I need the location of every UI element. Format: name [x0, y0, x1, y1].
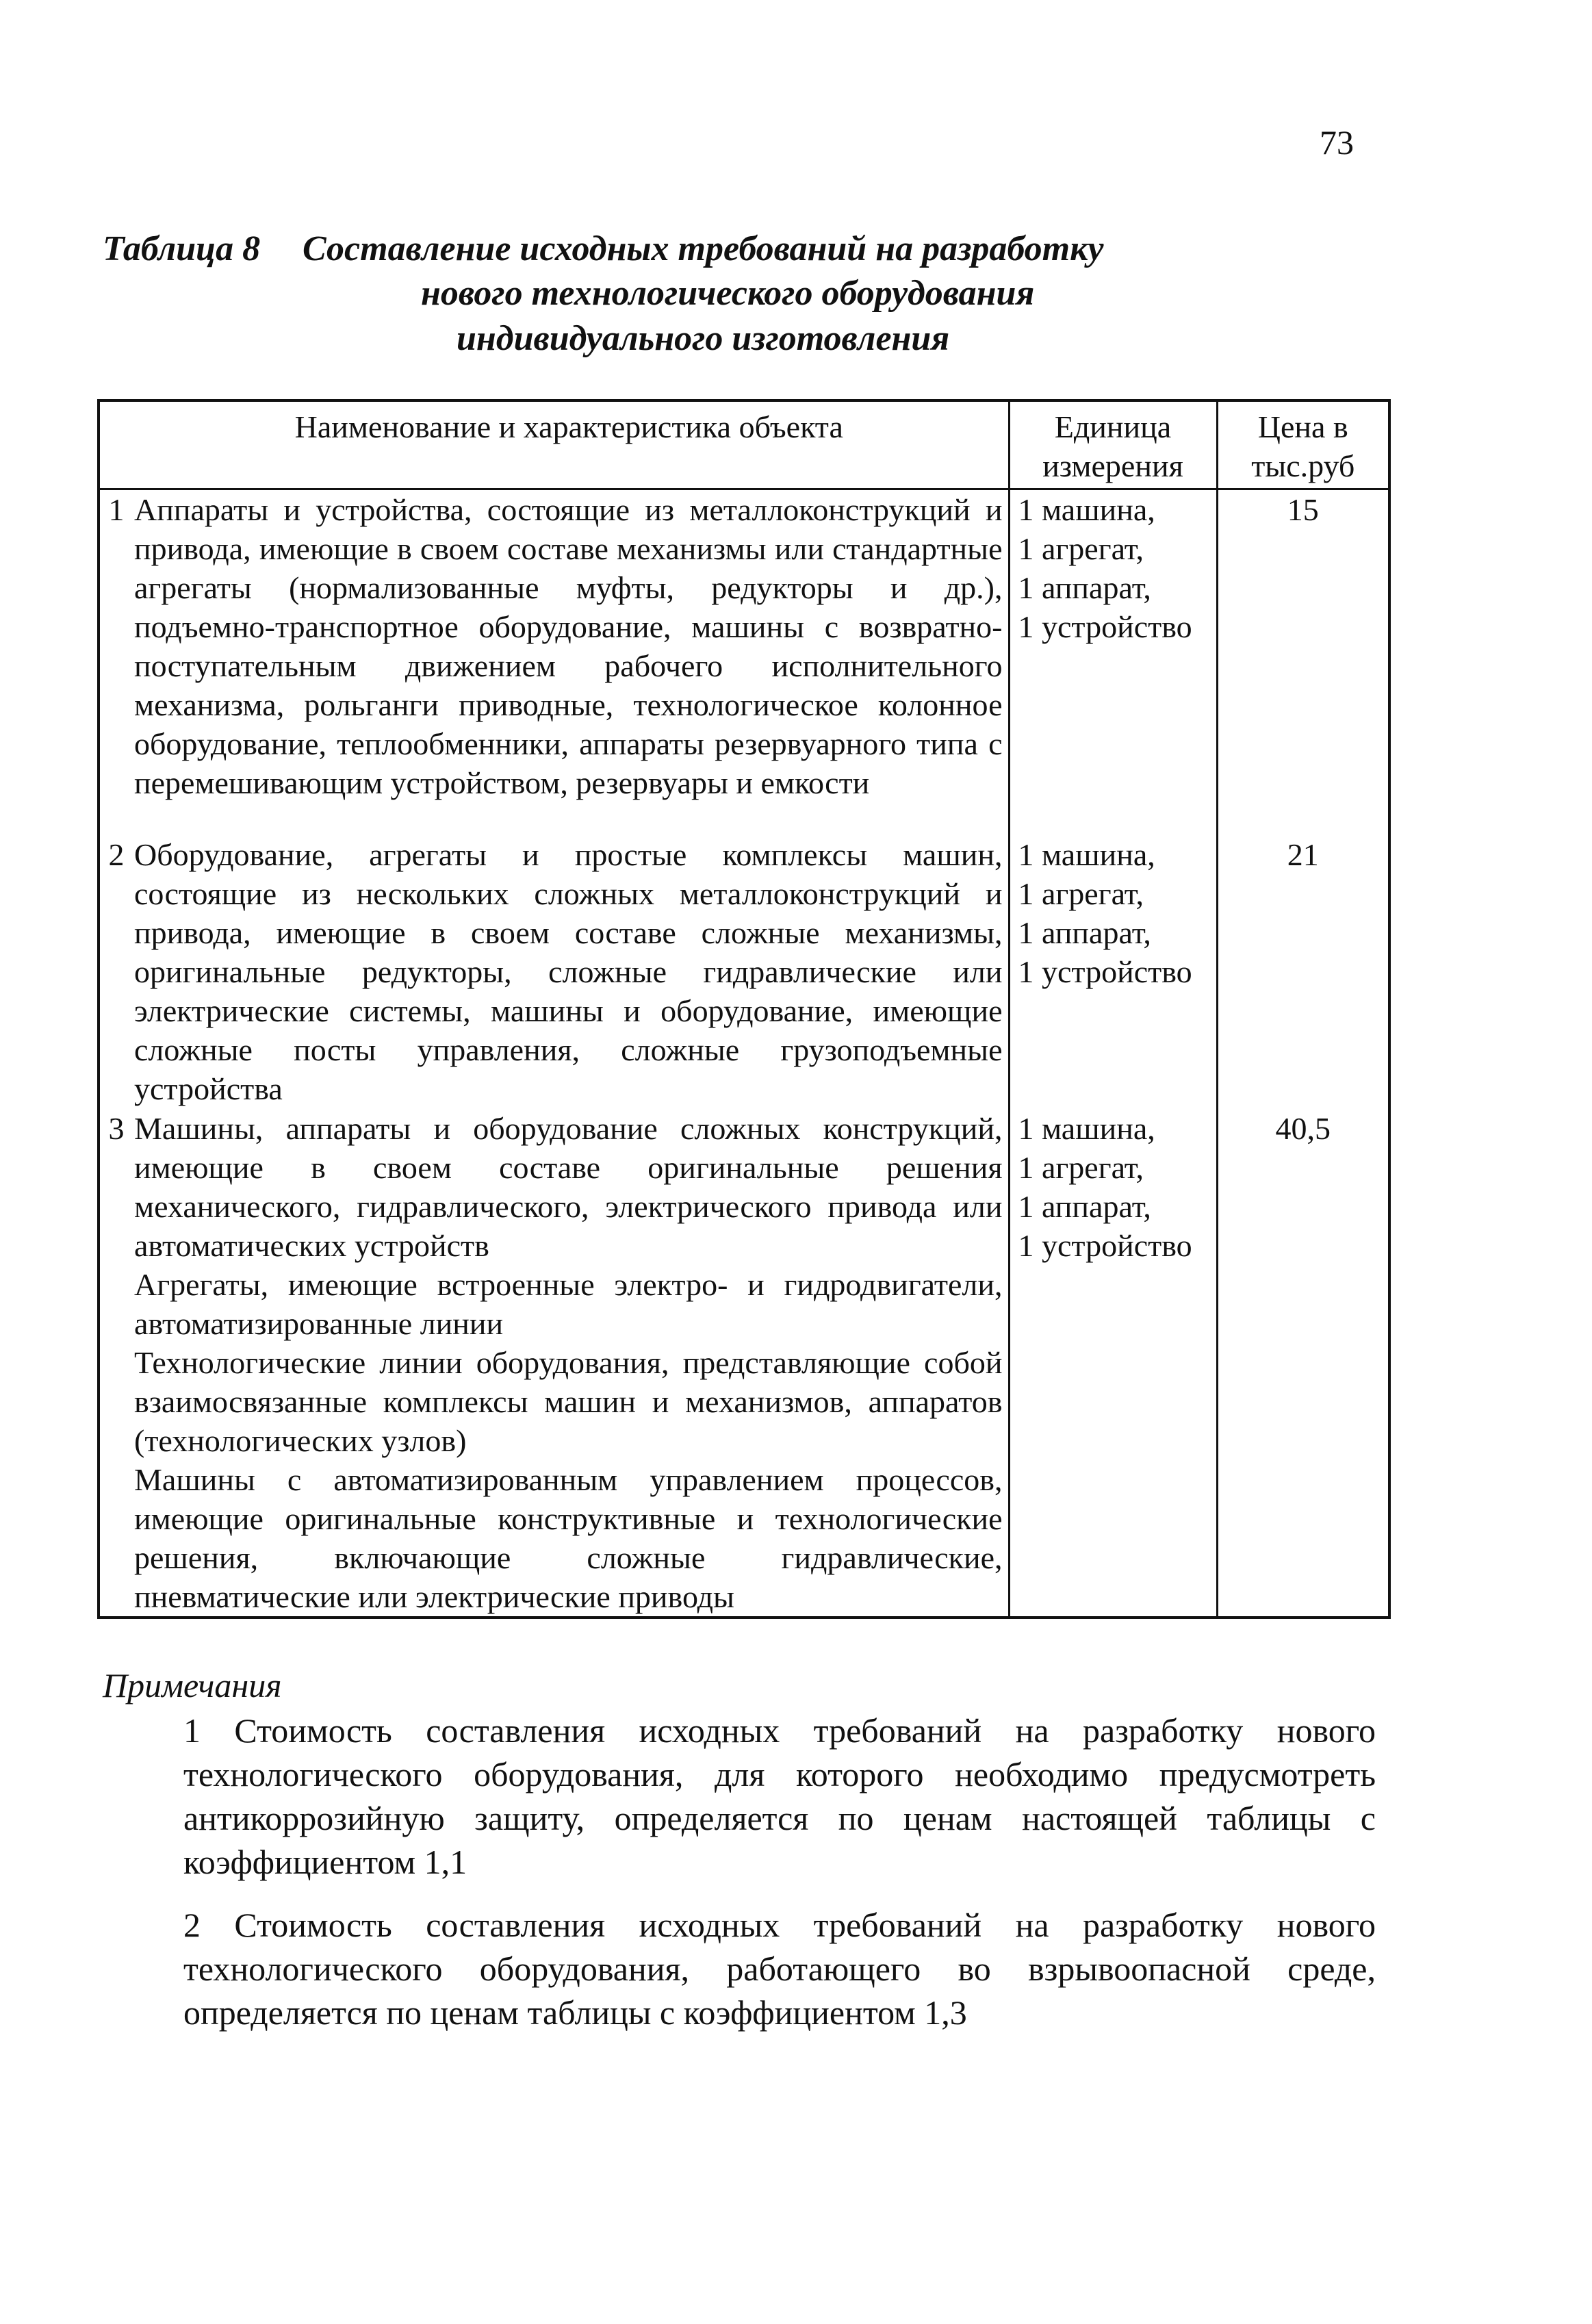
row-number: 2	[99, 835, 130, 1109]
notes-title: Примечания	[103, 1666, 282, 1704]
unit-line: 1 устройство	[1018, 609, 1192, 644]
unit-line: 1 аппарат,	[1018, 570, 1151, 605]
description-paragraph: Машины, аппараты и оборудование сложных конструкций, имеющие в своем составе оригинальные решения механического, гидравлического, электрического привода или автоматических устройств	[134, 1110, 1003, 1263]
row-units	[1009, 1109, 1217, 1618]
table-title-line-1: Составление исходных требований на разработку	[303, 229, 1104, 268]
header-name: Наименование и характеристика объекта	[130, 400, 1009, 489]
row-description	[130, 1109, 1009, 1618]
table-row	[99, 835, 1389, 1109]
unit-line: 1 машина,	[1018, 492, 1155, 527]
table-label: Таблица 8	[103, 229, 261, 268]
unit-line: 1 агрегат,	[1018, 876, 1144, 911]
row-description	[130, 489, 1009, 835]
row-units	[1009, 489, 1217, 835]
unit-line: 1 устройство	[1018, 1227, 1192, 1263]
unit-line: 1 агрегат,	[1018, 1149, 1144, 1185]
row-price: 21	[1217, 835, 1389, 1109]
row-number: 1	[99, 489, 130, 835]
row-number: 3	[99, 1109, 130, 1618]
description-paragraph: Аппараты и устройства, состоящие из металлоконструкций и привода, имеющие в своем составе механизмы или стандартные агрегаты (нормализованные муфты, редукторы и др.), подъемно-транспортное оборудование, машины с возвратно-поступательным движением рабочего исполнительного механизма, рольганги приводные, технологическое колонное оборудование, теплообменники, аппараты резервуарного типа с перемешивающим устройством, резервуары и емкости	[134, 492, 1003, 800]
price-table	[97, 399, 1391, 1619]
unit-line: 1 аппарат,	[1018, 1188, 1151, 1224]
notes-section	[103, 1663, 1376, 2054]
unit-line: 1 агрегат,	[1018, 531, 1144, 566]
header-number	[99, 400, 130, 489]
unit-line: 1 аппарат,	[1018, 915, 1151, 950]
row-description	[130, 835, 1009, 1109]
row-price: 40,5	[1217, 1109, 1389, 1618]
description-paragraph: Машины с автоматизированным управлением процессов, имеющие оригинальные конструктивные и технологические решения, включающие сложные гидравлические, пневматические или электрические приводы	[134, 1461, 1003, 1614]
unit-line: 1 машина,	[1018, 837, 1155, 872]
note-item: 1 Стоимость составления исходных требований на разработку нового технологического оборудования, для которого необходимо предусмотреть антикоррозийную защиту, определяется по ценам настоящей таблицы с коэффициентом 1,1	[183, 1711, 1376, 1881]
table-row	[99, 489, 1389, 835]
description-paragraph: Оборудование, агрегаты и простые комплексы машин, состоящие из нескольких сложных металлоконструкций и привода, имеющие в своем составе сложные механизмы, оригинальные редукторы, сложные гидравлические или электрические системы, машины и оборудование, имеющие сложные посты управления, сложные грузоподъемные устройства	[134, 837, 1003, 1106]
table-title-line-2: нового технологического оборудования	[421, 274, 1035, 313]
table-row	[99, 1109, 1389, 1618]
description-paragraph: Технологические линии оборудования, представляющие собой взаимосвязанные комплексы машин и механизмов, аппаратов (технологических узлов)	[134, 1344, 1003, 1458]
note-item: 2 Стоимость составления исходных требований на разработку нового технологического оборудования, работающего во взрывоопасной среде, определяется по ценам таблицы с коэффициентом 1,3	[183, 1906, 1376, 2032]
description-paragraph: Агрегаты, имеющие встроенные электро- и гидродвигатели, автоматизированные линии	[134, 1266, 1003, 1341]
unit-line: 1 машина,	[1018, 1110, 1155, 1146]
page-number: 73	[1320, 123, 1354, 162]
table-title-line-3: индивидуального изготовления	[457, 319, 950, 358]
table-header-row	[99, 400, 1389, 489]
header-unit: Единица измерения	[1009, 400, 1217, 489]
row-units	[1009, 835, 1217, 1109]
unit-line: 1 устройство	[1018, 954, 1192, 989]
row-price: 15	[1217, 489, 1389, 835]
header-price: Цена в тыс.руб	[1217, 400, 1389, 489]
